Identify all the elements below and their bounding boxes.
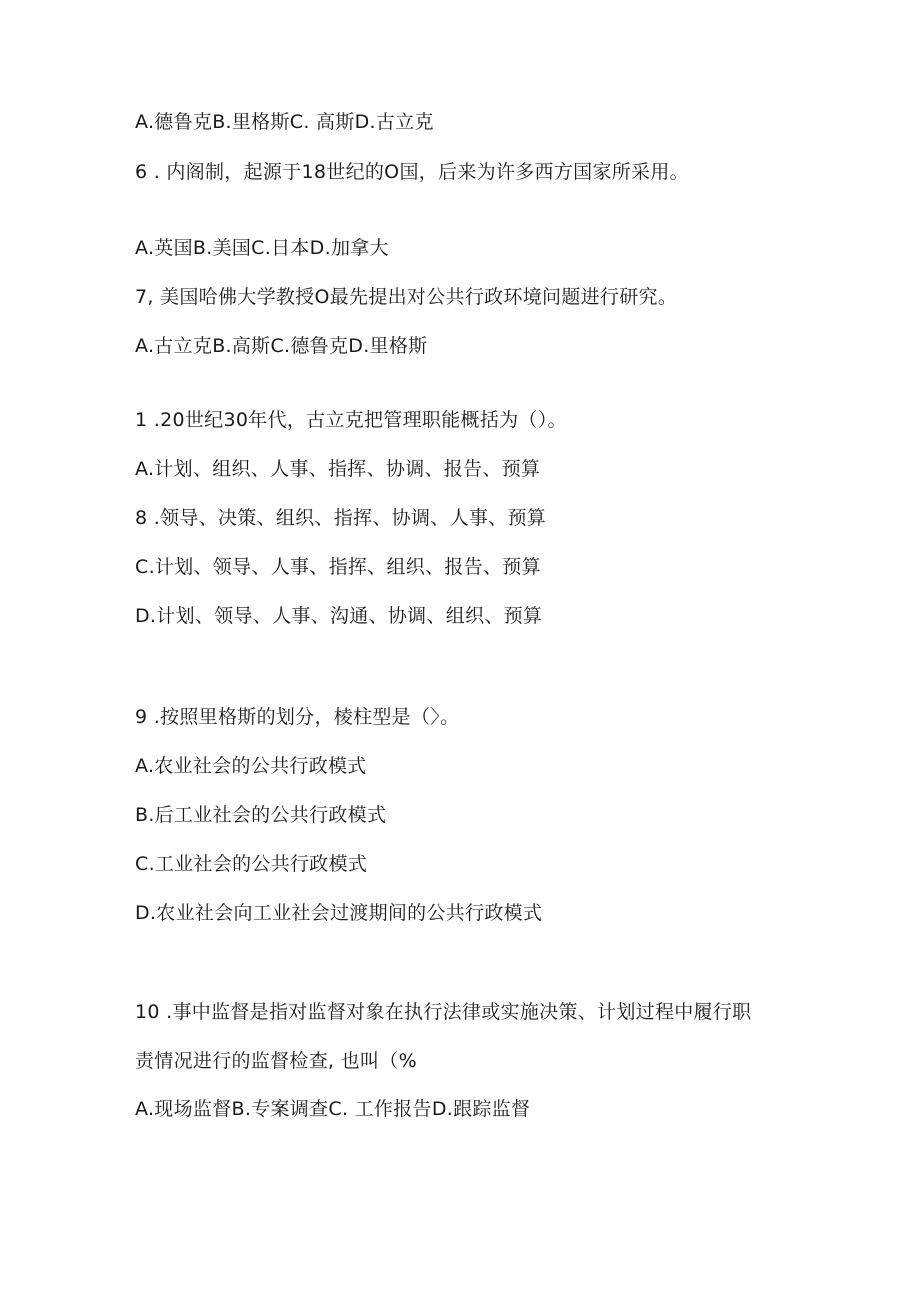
q10-question-line2: 责情况进行的监督检查, 也叫（% (135, 1050, 417, 1072)
option-b: 8 .领导、决策、组织、指挥、协调、人事、预算 (135, 507, 547, 529)
q9-option-a: A.农业社会的公共行政模式 (135, 755, 367, 777)
q9-option-c: C.工业社会的公共行政模式 (135, 853, 368, 875)
option-c: C.计划、领导、人事、指挥、组织、报告、预算 (135, 556, 541, 578)
q10-options: A.现场监督B.专案调查C. 工作报告D.跟踪监督 (135, 1098, 531, 1120)
q-mgmt-functions-question: 1 .20世纪30年代，古立克把管理职能概括为（）。 (135, 409, 567, 431)
q6-question: 6 . 内阁制，起源于18世纪的O国，后来为许多西方国家所采用。 (135, 161, 689, 183)
q7-question: 7, 美国哈佛大学教授O最先提出对公共行政环境问题进行研究。 (135, 286, 678, 308)
option-d: D.计划、领导、人事、沟通、协调、组织、预算 (135, 605, 543, 627)
q5-options: A.德鲁克B.里格斯C. 高斯D.古立克 (135, 111, 434, 133)
q9-option-d: D.农业社会向工业社会过渡期间的公共行政模式 (135, 902, 543, 924)
q9-option-b: B.后工业社会的公共行政模式 (135, 804, 387, 826)
q6-options: A.英国B.美国C.日本D.加拿大 (135, 237, 389, 259)
q10-question-line1: 10 .事中监督是指对监督对象在执行法律或实施决策、计划过程中履行职 (135, 1001, 752, 1023)
q9-question: 9 .按照里格斯的划分，棱柱型是（〉。 (135, 706, 460, 728)
option-a: A.计划、组织、人事、指挥、协调、报告、预算 (135, 458, 541, 480)
q7-options: A.古立克B.高斯C.德鲁克D.里格斯 (135, 335, 428, 357)
